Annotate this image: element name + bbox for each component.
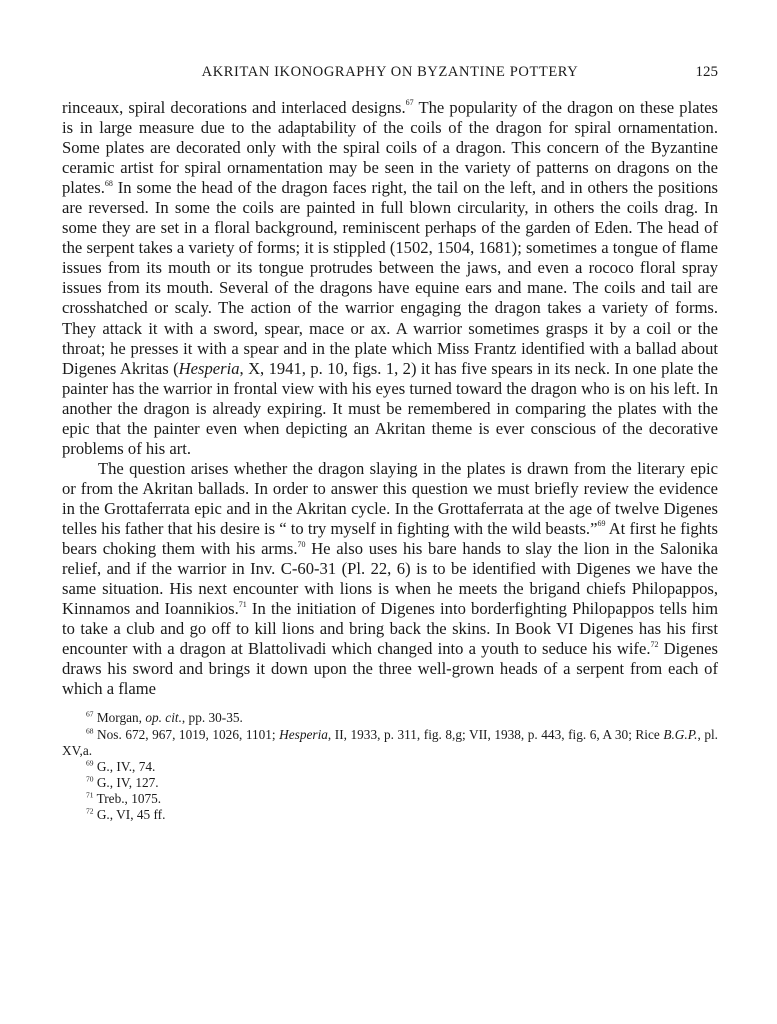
page-number: 125 [695, 64, 718, 80]
footnote-text: Treb., 1075. [93, 790, 162, 806]
footnote-69 [62, 759, 718, 775]
text-run: rinceaux, spiral decorations and interlaced designs. [62, 98, 406, 117]
footnote-text: , pp. 30-35. [181, 710, 243, 726]
footnote-70 [62, 775, 718, 791]
page [62, 58, 718, 823]
footnote-mark: 67 [86, 709, 94, 719]
footnote-text: G., IV, 127. [93, 774, 159, 790]
footnote-68 [62, 727, 718, 759]
footnote-ref: 69 [597, 519, 606, 529]
footnote-text: Nos. 672, 967, 1019, 1026, 1101; [93, 726, 280, 742]
footnote-text: , II, 1933, p. 311, fig. 8,g; VII, 1938, p. 443, fig. 6, A 30; Rice [327, 726, 664, 742]
running-title: AKRITAN IKONOGRAPHY ON BYZANTINE POTTERY [201, 64, 579, 80]
text-run: Digenes draws his sword and brings it down upon the three well-grown heads of a serpent from each of which a flame [62, 639, 718, 699]
footnote-italic: B.G.P. [663, 726, 698, 742]
body-text [62, 98, 718, 699]
footnote-mark: 68 [86, 726, 94, 736]
text-run: In the initiation of Digenes into borderfighting Philopappos tells him to take a club and go off to kill lions and bring back the skins. In Book VI Digenes has his first encounter with a dragon at Blattolivadi which changed into a youth to seduce his wife. [62, 599, 718, 659]
footnote-ref: 70 [297, 539, 306, 549]
footnote-italic: Hesperia [279, 726, 328, 742]
footnote-text: Morgan, [93, 710, 146, 726]
footnote-ref: 68 [104, 178, 113, 188]
running-head [62, 58, 718, 84]
footnote-text: , pl. XV,a. [62, 726, 718, 758]
footnote-ref: 67 [405, 98, 414, 108]
footnote-ref: 72 [650, 639, 659, 649]
footnotes [62, 710, 718, 823]
footnote-mark: 71 [86, 790, 94, 800]
footnote-71 [62, 791, 718, 807]
footnote-italic: op. cit. [145, 710, 182, 726]
footnote-text: G., IV., 74. [93, 758, 156, 774]
paragraph-2 [62, 459, 718, 700]
paragraph-1 [62, 98, 718, 459]
text-run: In some the head of the dragon faces right, the tail on the left, and in others the positions are reversed. In some the coils are painted in full blown circularity, in others the coils drag. In some they are set in a floral background, reminiscent perhaps of the garden of Eden. The head of the serpent takes a variety of forms; it is stippled (1502, 1504, 1681); sometimes a tongue of flame issues from its mouth or its tongue protrudes between the jaws, and even a rococo floral spray issues from its mouth. Several of the dragons have equine ears and mane. The coils and tail are crosshatched or scaly. The action of the warrior engaging the dragon takes a variety of forms. They attack it with a sword, spear, mace or ax. A warrior sometimes grasps it by a coil or the throat; he presses it with a spear and in the plate which Miss Frantz identified with a ballad about Digenes Akritas ( [62, 178, 718, 378]
journal-title: Hesperia [178, 358, 240, 378]
footnote-67 [62, 710, 718, 726]
footnote-ref: 71 [238, 599, 247, 609]
text-run: , X, 1941, p. 10, figs. 1, 2) it has five spears in its neck. In one plate the painter has the warrior in frontal view with his eyes turned toward the dragon who is on his left. In another the dragon is already expiring. It must be remembered in comparing the plates with the epic that the painter even when depicting an Akritan theme is ever conscious of the decorative problems of his art. [62, 358, 719, 458]
text-run: The question arises whether the dragon slaying in the plates is drawn from the literary epic or from the Akritan ballads. In order to answer this question we must briefly review the evidence in the Grottaferrata epic and in the Akritan cycle. In the Grottaferrata at the age of twelve Digenes telles his father that his desire is “ to try myself in fighting with the wild beasts.” [62, 458, 718, 538]
footnote-mark: 70 [86, 774, 94, 784]
footnote-text: G., VI, 45 ff. [93, 806, 166, 822]
footnote-mark: 69 [86, 758, 94, 768]
text-run: He also uses his bare hands to slay the lion in the Salonika relief, and if the warrior in Inv. C-60-31 (Pl. 22, 6) is to be identified with Digenes we have the same situation. His next encounter with lions is when he meets the brigand chiefs Philopappos, Kinnamos and Ioannikios. [62, 539, 718, 619]
footnote-mark: 72 [86, 806, 94, 816]
text-run: The popularity of the dragon on these plates is in large measure due to the adaptability of the coils of the dragon for spiral ornamentation. Some plates are decorated only with the spiral coils of a dragon. This concern of the Byzantine ceramic artist for spiral ornamentation may be seen in the variety of patterns on dragons on the plates. [62, 98, 718, 198]
footnote-72 [62, 807, 718, 823]
text-run: At first he fights bears choking them with his arms. [62, 518, 718, 559]
